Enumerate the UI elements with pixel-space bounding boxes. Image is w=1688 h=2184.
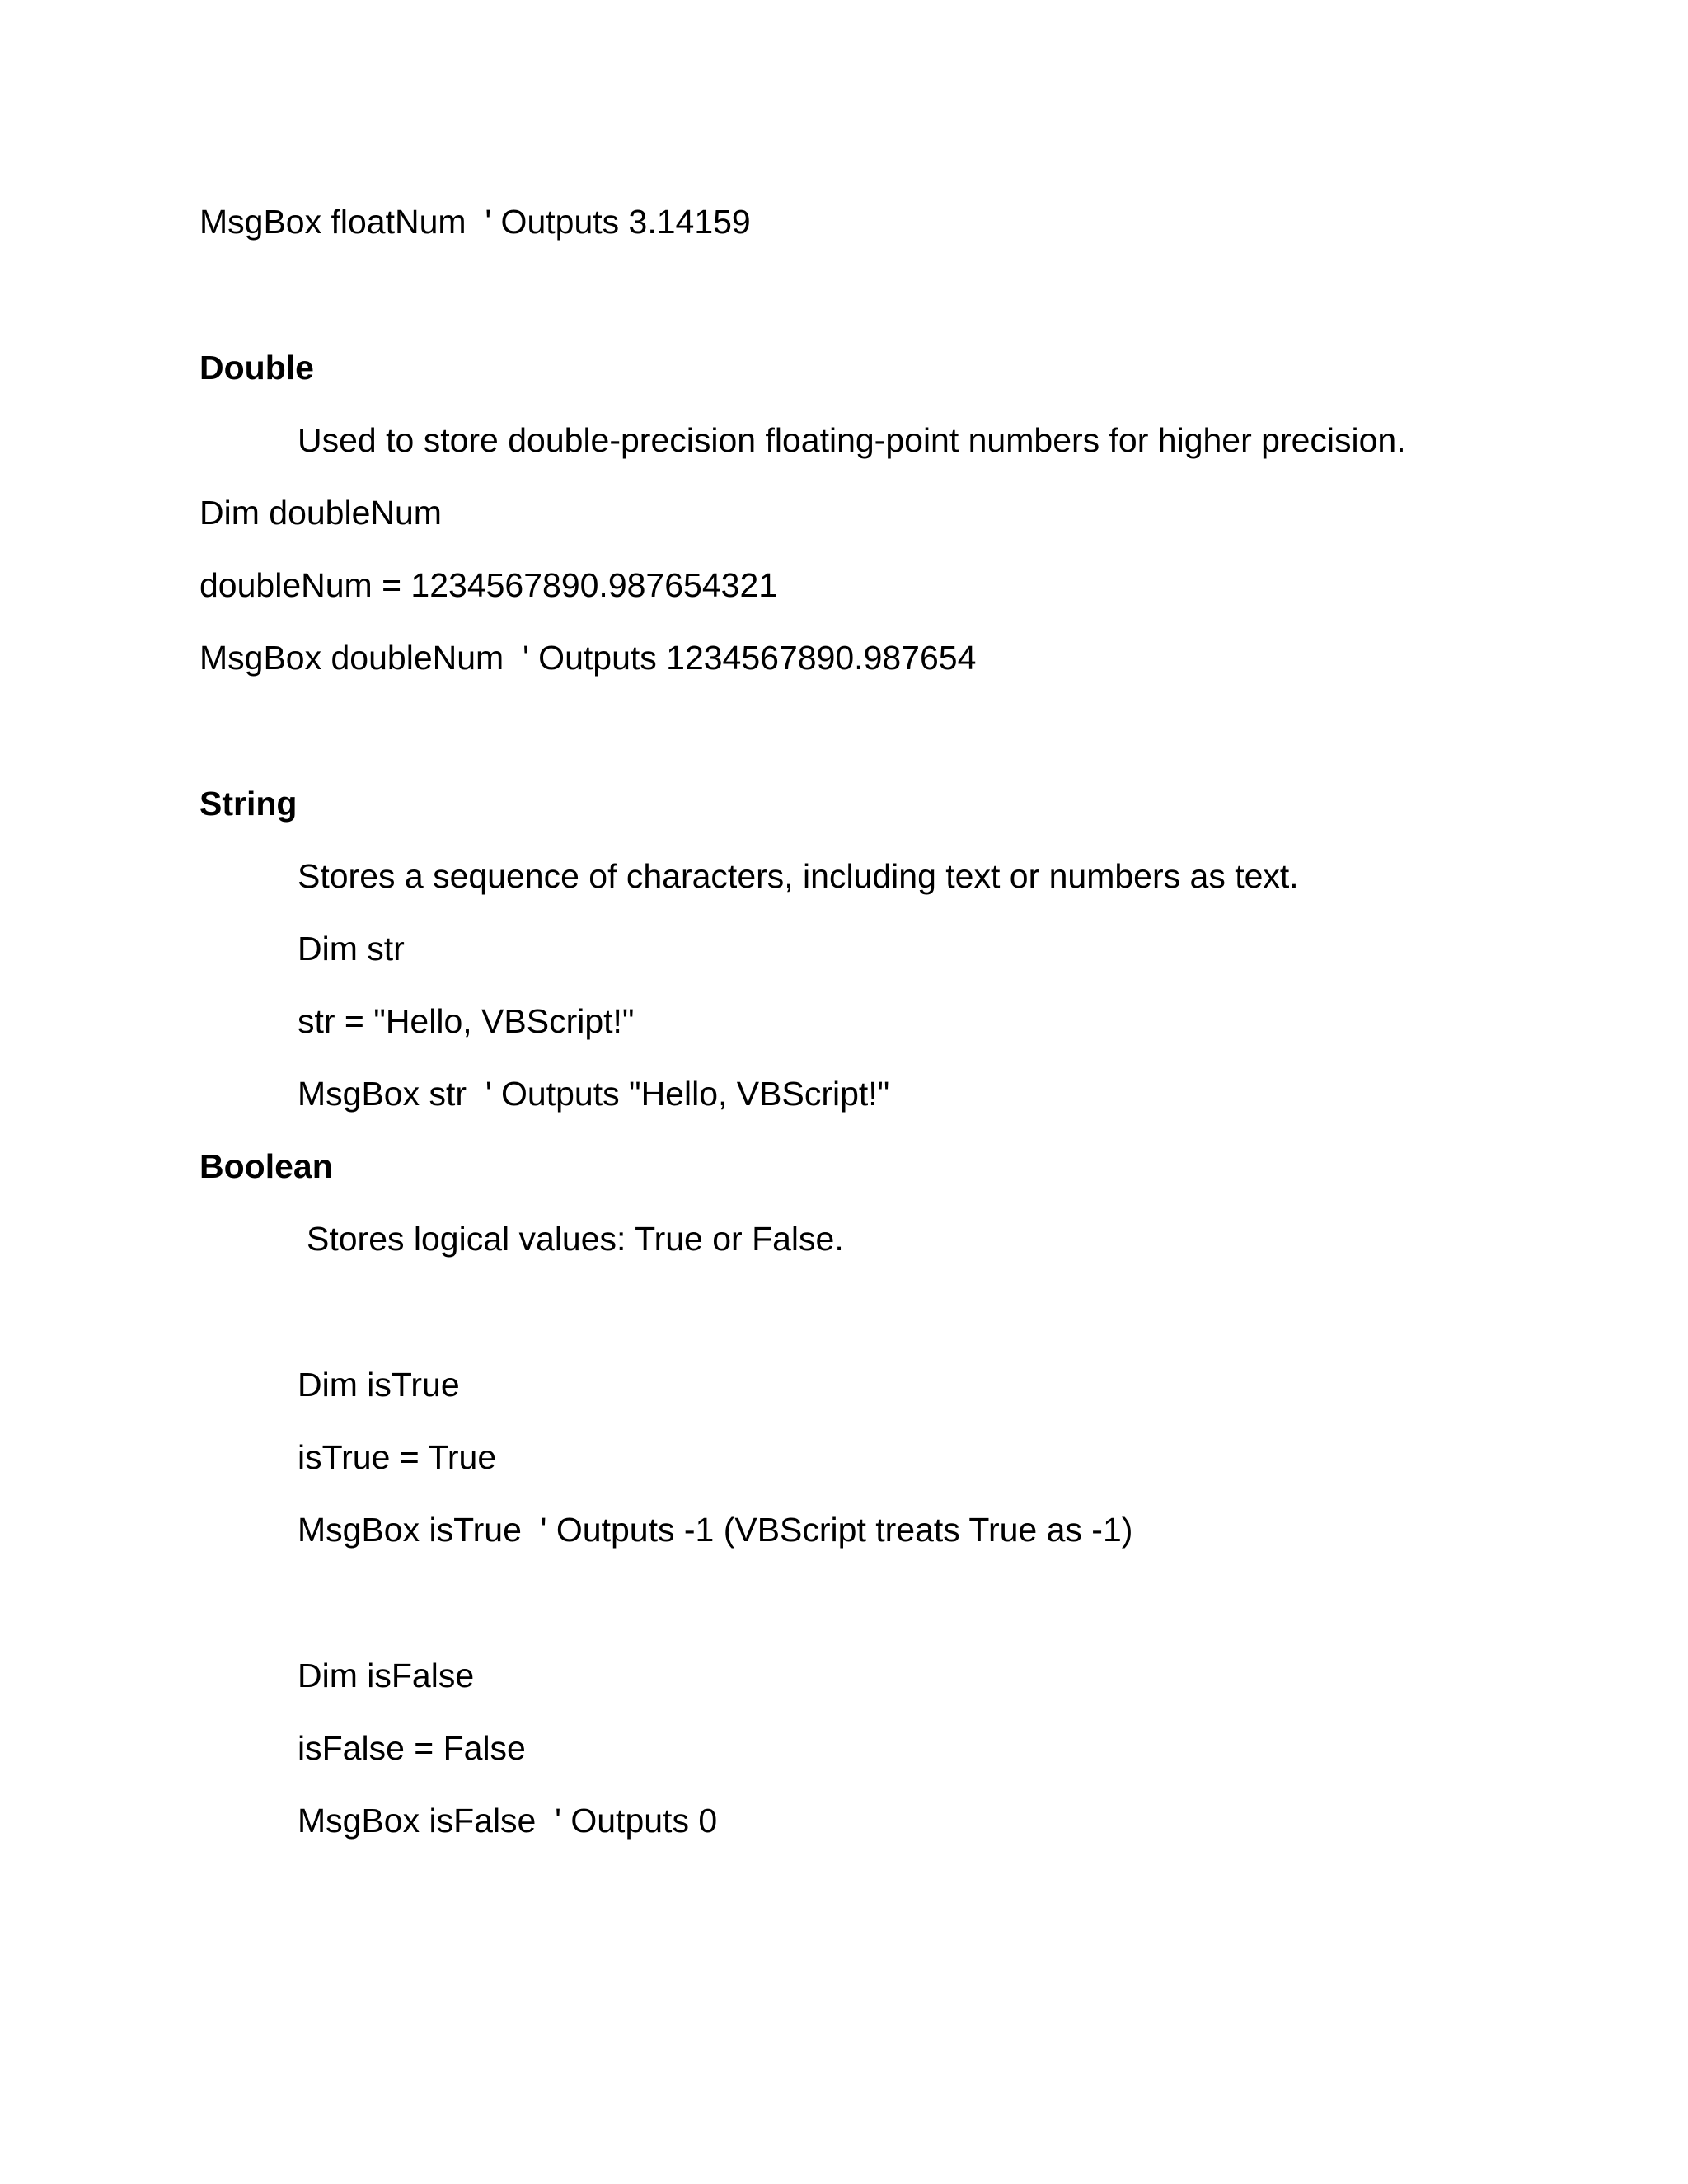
section-heading-string: String (199, 785, 298, 823)
code-line: Dim str (298, 930, 405, 968)
section-heading-boolean: Boolean (199, 1147, 333, 1185)
code-line: isTrue = True (298, 1438, 497, 1476)
code-line: Dim doubleNum (199, 494, 442, 532)
code-line: MsgBox isFalse ' Outputs 0 (298, 1802, 718, 1840)
code-line: str = "Hello, VBScript!" (298, 1002, 635, 1040)
code-line: MsgBox doubleNum ' Outputs 1234567890.987654 (199, 639, 977, 677)
code-line: MsgBox isTrue ' Outputs -1 (VBScript treats True as -1) (298, 1511, 1133, 1549)
code-line: MsgBox floatNum ' Outputs 3.14159 (199, 203, 751, 241)
description-text: Stores a sequence of characters, including text or numbers as text. (298, 857, 1299, 895)
code-line: Dim isTrue (298, 1366, 460, 1404)
description-text: Stores logical values: True or False. (307, 1220, 844, 1258)
section-heading-double: Double (199, 349, 314, 387)
code-line: doubleNum = 1234567890.987654321 (199, 566, 778, 604)
code-line: isFalse = False (298, 1729, 526, 1767)
code-line: Dim isFalse (298, 1657, 475, 1694)
description-text: Used to store double-precision floating-point numbers for higher precision. (298, 421, 1406, 459)
code-line: MsgBox str ' Outputs "Hello, VBScript!" (298, 1075, 890, 1113)
